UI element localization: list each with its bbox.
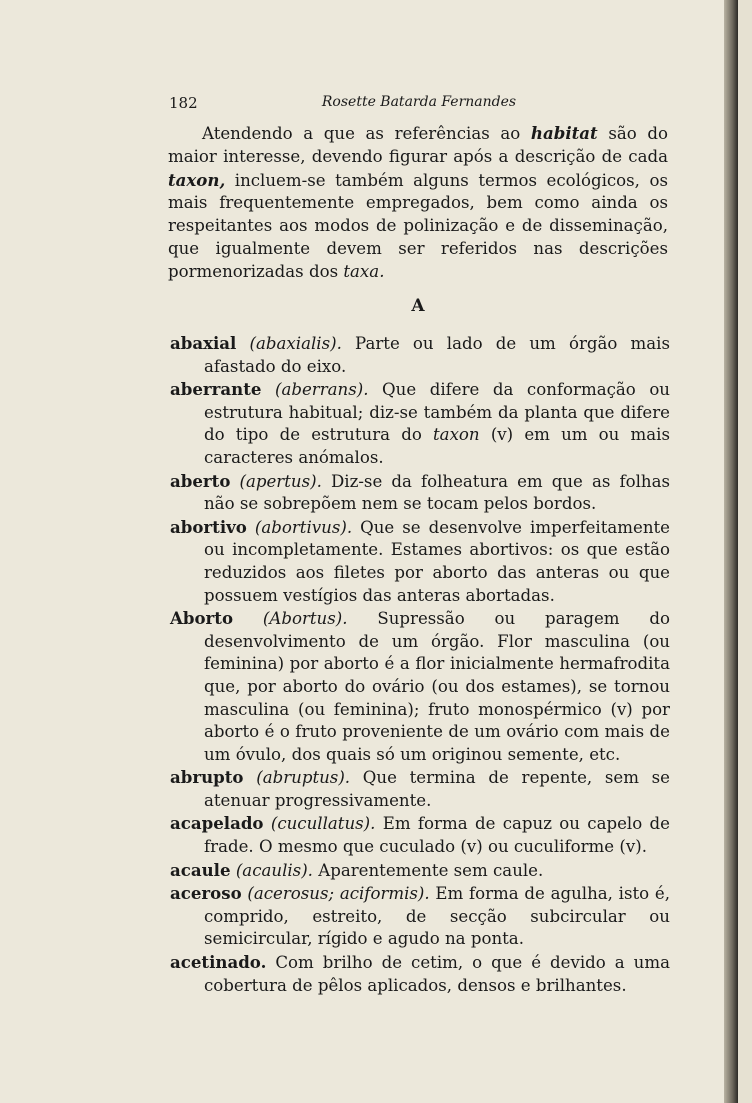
taxa-term: taxa. [343,261,385,281]
glossary-entry: Aborto (Abortus). Supressão ou paragem do desenvolvimento de um órgão. Flor masculina (ou feminina) por aborto é a flor inicialmente hermafrodita que, por aborto do ovário (ou dos estames), se tornou masculina (ou feminina); fruto monospérmico (v) por aborto é o fruto proveniente de um ovário com mais de um óvulo, dos quais só um originou semente, etc. [170,608,670,764]
book-spine-shadow [724,0,738,1103]
glossary-entry: abaxial (abaxialis). Parte ou lado de um órgão mais afastado do eixo. [170,333,670,376]
page-number: 182 [169,94,198,112]
running-head: Rosette Batarda Fernandes [321,94,517,110]
glossary-entry: acaule (acaulis). Aparentemente sem caule. [170,859,544,880]
taxon-term: taxon, [168,169,226,190]
page-header [169,94,669,116]
habitat-term: habitat [530,123,598,143]
glossary-entry: abortivo (abortivus). Que se desenvolve imperfeitamente ou incompletamente. Estames abortivos: os que estão reduzidos aos filetes por aborto das anteras ou que possuem vestígios das anteras abortadas. [170,516,671,605]
glossary-entry: aberto (apertus). Diz-se da folheatura em que as folhas não se sobrepõem nem se tocam pelos bordos. [170,470,670,514]
glossary-entry: acetinado. Com brilho de cetim, o que é devido a uma cobertura de pêlos aplicados, densos e brilhantes. [170,952,670,995]
glossary-entry: aceroso (acerosus; aciformis). Em forma de agulha, isto é, comprido, estreito, de secção subcircular ou semicircular, rígido e agudo na ponta. [170,883,670,949]
glossary-entry: acapelado (cucullatus). Em forma de capuz ou capelo de frade. O mesmo que cuculado (v) ou cuculiforme (v). [170,813,670,857]
glossary-entry: aberrante (aberrans). Que difere da conformação ou estrutura habitual; diz-se também da planta que difere do tipo de estrutura do taxon (v) em um ou mais caracteres anómalos. [170,379,670,467]
section-letter: A [411,296,425,316]
intro-paragraph: Atendendo a que as referências ao habitat são do maior interesse, devendo figurar após a descrição de cada taxon, incluem-se também alguns termos ecológicos, os mais frequentemente empregados, bem como ainda os respeitantes aos modos de polinização e de disseminação, que igualmente devem ser referidos nas descrições pormenorizadas dos taxa. [168,123,668,281]
glossary-entries [170,332,670,997]
glossary-entry: abrupto (abruptus). Que termina de repente, sem se atenuar progressivamente. [170,767,670,810]
